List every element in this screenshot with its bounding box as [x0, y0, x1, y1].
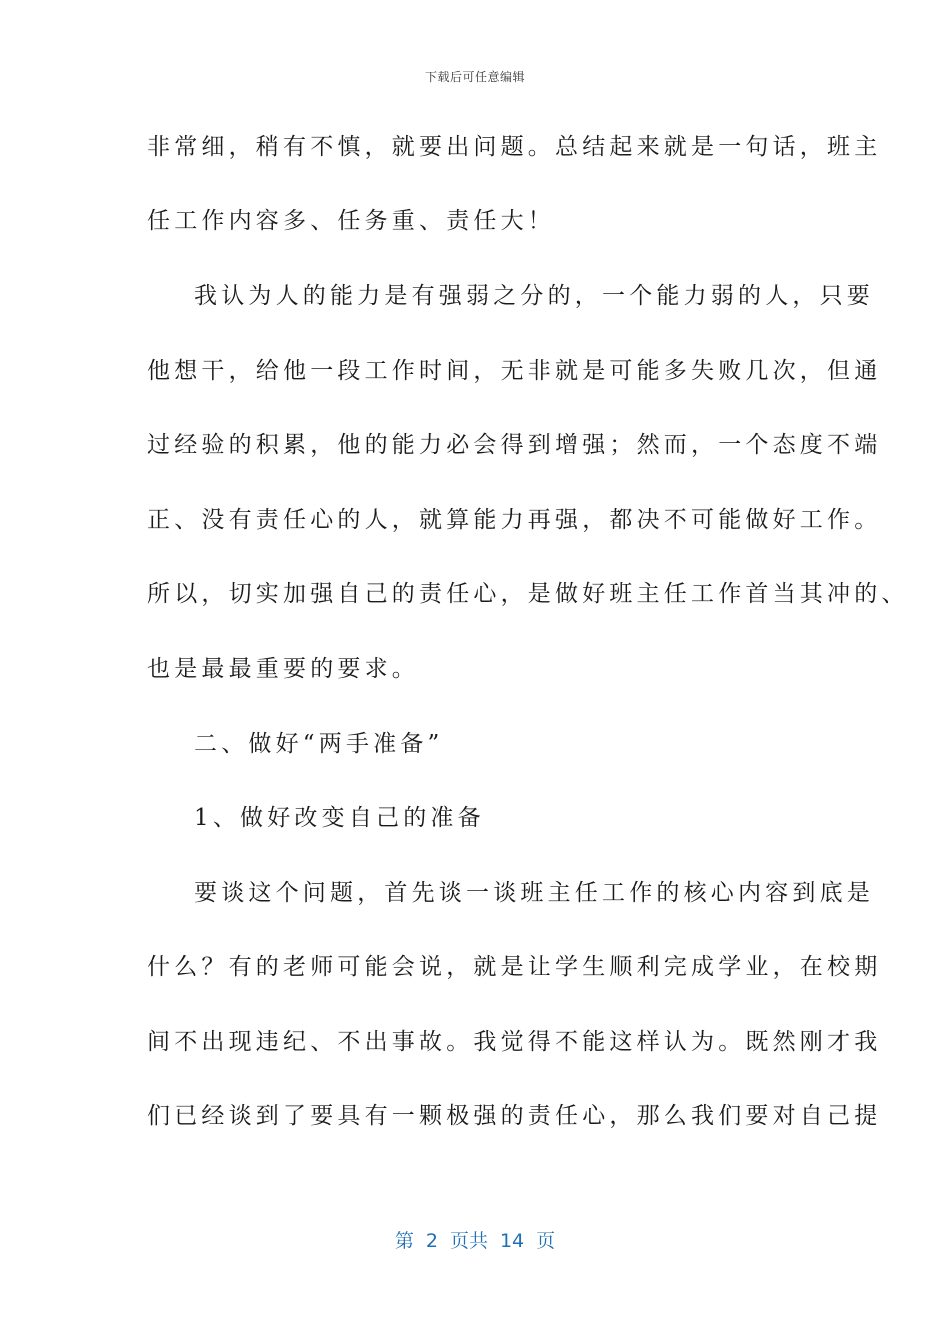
footer-prefix: 第 [394, 1230, 414, 1252]
paragraph-line: 他想干，给他一段工作时间，无非就是可能多失败几次，但通 [147, 358, 882, 384]
paragraph-line: 也是最最重要的要求。 [147, 656, 419, 682]
paragraph-line: 间不出现违纪、不出事故。我觉得不能这样认为。既然刚才我 [147, 1029, 882, 1055]
section-heading: 二、做好“两手准备” [194, 731, 444, 757]
paragraph-line: 任工作内容多、任务重、责任大！ [147, 208, 555, 234]
footer-suffix: 页 [536, 1230, 556, 1252]
footer-page-number: 2 [425, 1230, 438, 1252]
paragraph-line: 正、没有责任心的人，就算能力再强，都决不可能做好工作。 [147, 507, 882, 533]
header-note: 下载后可任意编辑 [424, 70, 525, 84]
paragraph-line: 们已经谈到了要具有一颗极强的责任心，那么我们要对自己提 [147, 1103, 882, 1129]
paragraph-line: 要谈这个问题，首先谈一谈班主任工作的核心内容到底是 [194, 880, 874, 906]
paragraph-line: 所以，切实加强自己的责任心，是做好班主任工作首当其冲的、 [147, 581, 909, 607]
footer-page-total: 14 [499, 1230, 525, 1252]
paragraph-line: 我认为人的能力是有强弱之分的，一个能力弱的人，只要 [194, 283, 874, 309]
paragraph-line: 非常细，稍有不慎，就要出问题。总结起来就是一句话，班主 [147, 134, 882, 160]
footer-middle: 页共 [449, 1230, 488, 1252]
paragraph-line: 过经验的积累，他的能力必会得到增强；然而，一个态度不端 [147, 432, 882, 458]
page-footer [0, 1226, 950, 1253]
subsection-heading: 1、做好改变自己的准备 [194, 805, 485, 831]
paragraph-line: 什么？有的老师可能会说，就是让学生顺利完成学业，在校期 [147, 954, 882, 980]
